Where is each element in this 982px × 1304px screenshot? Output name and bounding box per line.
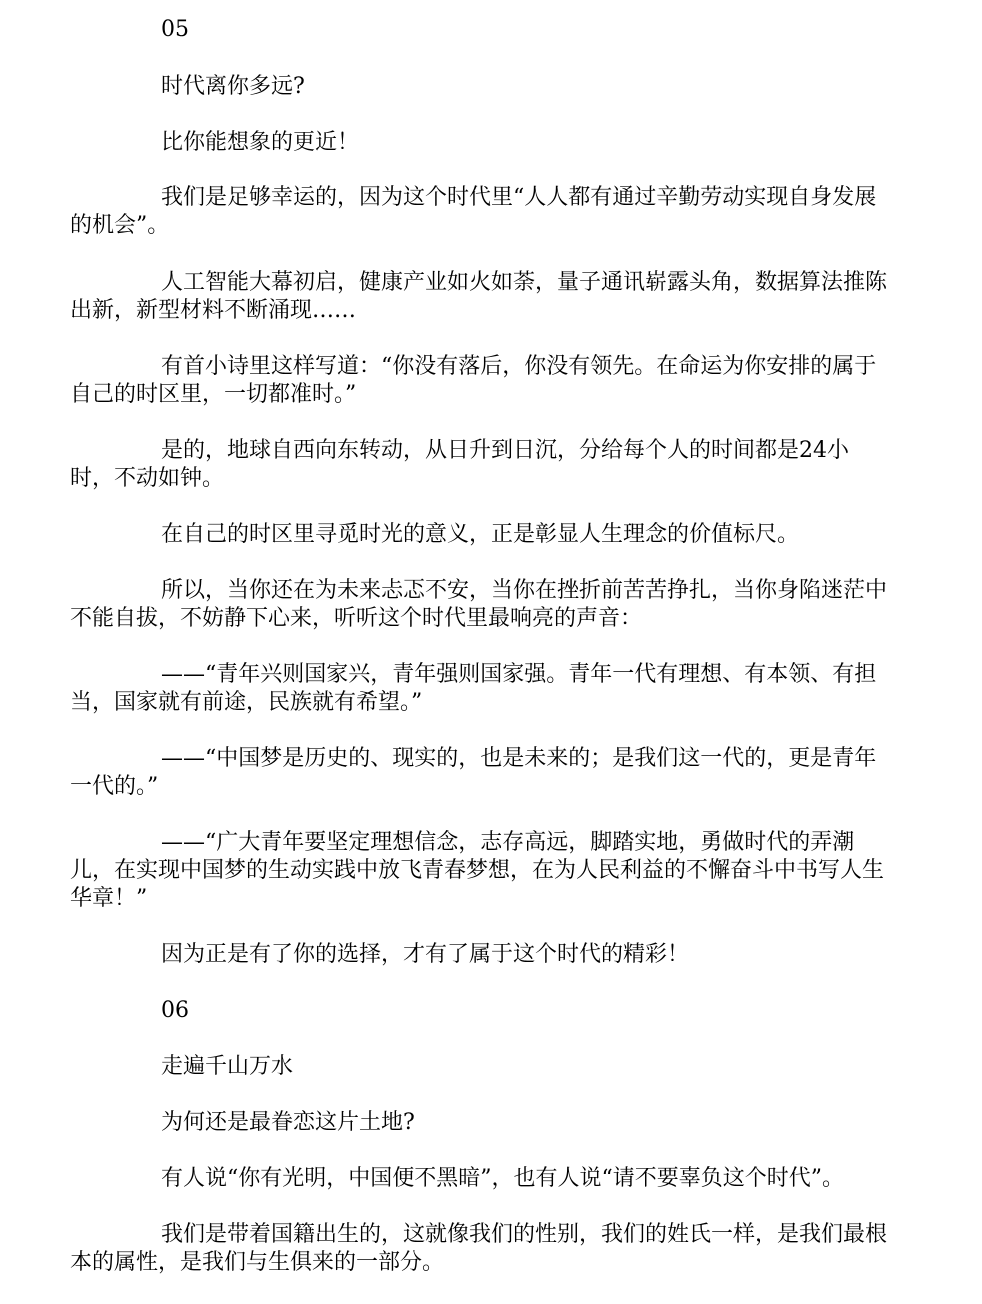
- section-number: 05: [161, 17, 189, 42]
- quote-paragraph: ——“青年兴则国家兴，青年强则国家强。青年一代有理想、有本领、有担当，国家就有前途，民族就有希望。”: [70, 662, 877, 715]
- body-paragraph: 所以，当你还在为未来忐忑不安，当你在挫折前苦苦挣扎，当你身陷迷茫中不能自拔，不妨静下心来，听听这个时代里最响亮的声音：: [70, 578, 888, 631]
- body-paragraph: 是的，地球自西向东转动，从日升到日沉，分给每个人的时间都是24小时，不动如钟。: [70, 438, 849, 491]
- section-number: 06: [161, 998, 189, 1023]
- heading-line: 时代离你多远?: [161, 74, 305, 99]
- heading-line: 比你能想象的更近！: [161, 130, 360, 155]
- body-paragraph: 人工智能大幕初启，健康产业如火如荼，量子通讯崭露头角，数据算法推陈出新，新型材料不断涌现……: [70, 270, 888, 323]
- heading-line: 为何还是最眷恋这片土地?: [161, 1110, 415, 1135]
- body-paragraph: 我们是足够幸运的，因为这个时代里“人人都有通过辛勤劳动实现自身发展的机会”。: [70, 185, 877, 238]
- quote-paragraph: ——“中国梦是历史的、现实的，也是未来的；是我们这一代的，更是青年一代的。”: [70, 746, 877, 799]
- body-paragraph: 在自己的时区里寻觅时光的意义，正是彰显人生理念的价值标尺。: [161, 522, 800, 547]
- body-paragraph: 有人说“你有光明，中国便不黑暗”，也有人说“请不要辜负这个时代”。: [161, 1166, 844, 1191]
- quote-paragraph: ——“广大青年要坚定理想信念，志存高远，脚踏实地，勇做时代的弄潮儿，在实现中国梦的生动实践中放飞青春梦想，在为人民利益的不懈奋斗中书写人生华章！”: [70, 830, 885, 911]
- heading-line: 走遍千山万水: [161, 1054, 294, 1079]
- body-paragraph: 有首小诗里这样写道：“你没有落后，你没有领先。在命运为你安排的属于自己的时区里，一切都准时。”: [70, 354, 877, 407]
- body-paragraph: 因为正是有了你的选择，才有了属于这个时代的精彩！: [161, 942, 690, 967]
- body-paragraph: 我们是带着国籍出生的，这就像我们的性别，我们的姓氏一样，是我们最根本的属性，是我们与生俱来的一部分。: [70, 1222, 888, 1275]
